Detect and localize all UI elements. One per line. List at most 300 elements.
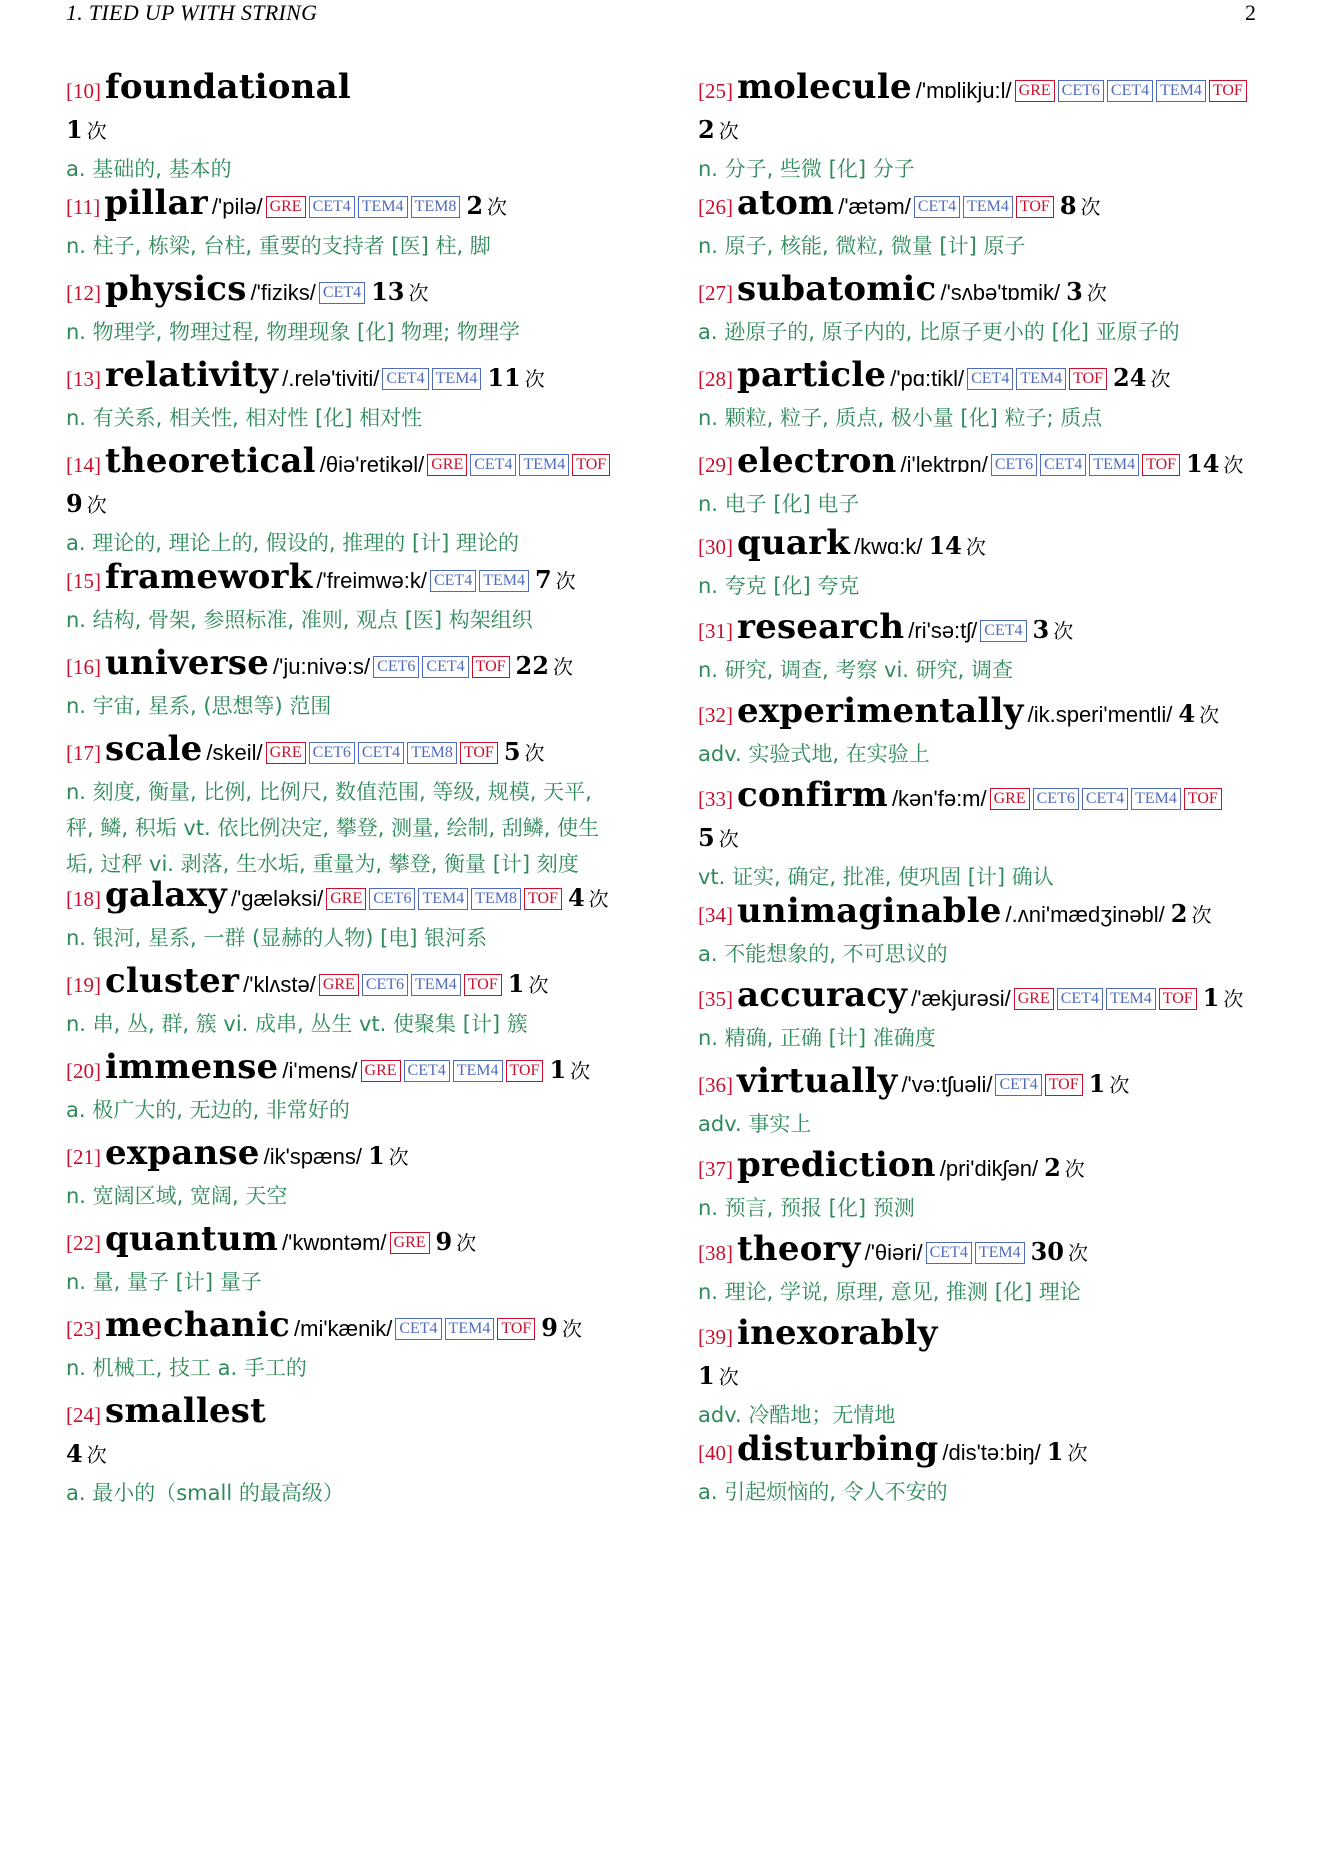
frequency-count: 5	[503, 737, 521, 766]
exam-tag: TEM4	[1016, 368, 1066, 390]
exam-tag: TEM8	[471, 888, 521, 910]
exam-tag: CET4	[319, 282, 365, 304]
frequency-count: 1	[1046, 1437, 1064, 1466]
headword: quantum	[105, 1219, 279, 1259]
entry-headline	[698, 1230, 1288, 1274]
definition: a. 理论的, 理论上的, 假设的, 推理的 [计] 理论的	[66, 531, 520, 555]
frequency	[367, 1141, 409, 1170]
entry-number: [22]	[66, 1231, 101, 1255]
exam-tag: GRE	[1014, 988, 1054, 1010]
entry-headline	[66, 876, 636, 920]
frequency-unit: 次	[1064, 1157, 1085, 1181]
frequency	[1030, 1237, 1089, 1266]
pronunciation: /'pilə/	[211, 194, 263, 219]
entry-headline	[698, 692, 1288, 736]
frequency-unit: 次	[718, 119, 739, 143]
glossary-entry	[698, 608, 1288, 688]
entry-number: [10]	[66, 79, 101, 103]
entry-headline	[66, 1220, 636, 1264]
glossary-entry	[66, 730, 636, 882]
exam-tag: TEM4	[445, 1318, 495, 1340]
exam-tag: TOF	[1142, 454, 1180, 476]
frequency-count: 14	[928, 531, 962, 560]
exam-tag: GRE	[319, 974, 359, 996]
frequency-count: 22	[515, 651, 549, 680]
headword: relativity	[105, 355, 279, 395]
entry-number: [18]	[66, 887, 101, 911]
pronunciation: /kən'fə:m/	[891, 786, 987, 811]
frequency-unit: 次	[524, 741, 545, 765]
definition: n. 理论, 学说, 原理, 意见, 推测 [化] 理论	[698, 1280, 1081, 1304]
definition: n. 电子 [化] 电子	[698, 492, 860, 516]
exam-tag: TEM4	[1089, 454, 1139, 476]
entry-number: [26]	[698, 195, 733, 219]
definition: a. 基础的, 基本的	[66, 157, 232, 181]
frequency-count: 1	[367, 1141, 385, 1170]
frequency	[1059, 191, 1101, 220]
exam-tag: CET6	[309, 742, 355, 764]
frequency	[1066, 277, 1107, 306]
exam-tag: TOF	[524, 888, 562, 910]
exam-tag: TEM4	[519, 454, 569, 476]
exam-tag: TOF	[460, 742, 498, 764]
frequency-count: 30	[1030, 1237, 1065, 1266]
frequency-count: 8	[1059, 191, 1077, 220]
headword: inexorably	[737, 1313, 938, 1353]
definition: n. 量, 量子 [计] 量子	[66, 1270, 262, 1294]
frequency-unit: 次	[552, 655, 573, 679]
glossary-entry	[698, 692, 1288, 772]
entry-number: [13]	[66, 367, 101, 391]
frequency	[1046, 1437, 1088, 1466]
exam-tag: TOF	[1016, 196, 1054, 218]
glossary-entry	[698, 1062, 1288, 1142]
entry-number: [37]	[698, 1157, 733, 1181]
exam-tag: TEM4	[411, 974, 461, 996]
frequency-count: 4	[1178, 699, 1196, 728]
definition: n. 物理学, 物理过程, 物理现象 [化] 物理; 物理学	[66, 320, 520, 344]
frequency-count: 1	[66, 115, 83, 144]
entry-number: [36]	[698, 1073, 733, 1097]
entry-number: [19]	[66, 973, 101, 997]
headword: accuracy	[737, 975, 908, 1015]
frequency	[1032, 615, 1074, 644]
frequency-line	[66, 1436, 636, 1475]
frequency-count: 2	[1170, 899, 1188, 928]
frequency-count: 13	[371, 277, 405, 306]
definition: n. 预言, 预报 [化] 预测	[698, 1196, 915, 1220]
headword: framework	[105, 557, 313, 597]
headword: theory	[737, 1229, 861, 1269]
headword: confirm	[737, 775, 888, 815]
frequency-unit: 次	[1199, 703, 1220, 727]
frequency-count: 7	[534, 565, 552, 594]
frequency-count: 1	[549, 1055, 567, 1084]
exam-tag: CET4	[395, 1318, 441, 1340]
definition: n. 研究, 调查, 考察 vi. 研究, 调查	[698, 658, 1013, 682]
entry-number: [21]	[66, 1145, 101, 1169]
exam-tag: CET4	[967, 368, 1013, 390]
pronunciation: /'fiziks/	[250, 280, 316, 305]
entry-number: [23]	[66, 1317, 101, 1341]
exam-tag: CET4	[980, 620, 1026, 642]
frequency-unit: 次	[86, 1443, 107, 1467]
entry-headline	[66, 1048, 636, 1092]
pronunciation: /'pɑ:tikl/	[890, 366, 965, 391]
definition: n. 宇宙, 星系, (思想等) 范围	[66, 694, 332, 718]
frequency	[698, 823, 739, 852]
glossary-entry	[66, 68, 636, 187]
definition: n. 柱子, 栋梁, 台柱, 重要的支持者 [医] 柱, 脚	[66, 234, 491, 258]
frequency-unit: 次	[718, 827, 739, 851]
frequency-unit: 次	[1053, 619, 1074, 643]
frequency	[66, 115, 107, 144]
frequency-unit: 次	[1067, 1441, 1088, 1465]
definition: vt. 证实, 确定, 批准, 使巩固 [计] 确认	[698, 865, 1054, 889]
headword: scale	[105, 729, 203, 769]
frequency	[435, 1227, 477, 1256]
pronunciation: /ri'sə:tʃ/	[908, 618, 978, 643]
pronunciation: /'klʌstə/	[243, 972, 316, 997]
pronunciation: /ik'spæns/	[263, 1144, 362, 1169]
entry-number: [27]	[698, 281, 733, 305]
pronunciation: /'ækjurəsi/	[911, 986, 1011, 1011]
frequency	[549, 1055, 591, 1084]
pronunciation: /'mɒlikju:l/	[915, 78, 1012, 103]
pronunciation: /'ætəm/	[838, 194, 911, 219]
glossary-entry	[66, 1048, 636, 1128]
definition: a. 极广大的, 无边的, 非常好的	[66, 1098, 350, 1122]
headword: atom	[737, 183, 835, 223]
frequency-count: 4	[66, 1439, 83, 1468]
exam-tag: TOF	[1045, 1074, 1083, 1096]
definition: n. 夸克 [化] 夸克	[698, 574, 860, 598]
headword: virtually	[737, 1061, 898, 1101]
frequency	[541, 1313, 582, 1342]
exam-tag: GRE	[361, 1060, 401, 1082]
entry-number: [32]	[698, 703, 733, 727]
entry-headline	[66, 1392, 636, 1436]
entry-headline	[66, 1306, 636, 1350]
pronunciation: /mi'kænik/	[294, 1316, 393, 1341]
pronunciation: /'freimwə:k/	[316, 568, 427, 593]
chapter-title: 1. TIED UP WITH STRING	[66, 0, 318, 25]
frequency	[515, 651, 573, 680]
exam-tag: CET4	[926, 1242, 972, 1264]
exam-tag: TOF	[506, 1060, 544, 1082]
headword: subatomic	[737, 269, 937, 309]
exam-tag: CET4	[430, 570, 476, 592]
frequency	[1044, 1153, 1085, 1182]
glossary-entry	[66, 356, 636, 436]
exam-tag: TEM4	[418, 888, 468, 910]
definition: n. 颗粒, 粒子, 质点, 极小量 [化] 粒子; 质点	[698, 406, 1103, 430]
entry-headline	[66, 442, 636, 486]
frequency-count: 9	[435, 1227, 453, 1256]
entry-number: [12]	[66, 281, 101, 305]
entry-headline	[698, 1430, 1288, 1474]
frequency-unit: 次	[588, 887, 609, 911]
frequency-count: 1	[1202, 983, 1220, 1012]
frequency-line	[698, 112, 1288, 151]
frequency	[1170, 899, 1212, 928]
entry-headline	[698, 608, 1288, 652]
pronunciation: /.relə'tiviti/	[282, 366, 380, 391]
entry-headline	[698, 442, 1288, 486]
exam-tag: GRE	[266, 742, 306, 764]
headword: universe	[105, 643, 270, 683]
headword: immense	[105, 1047, 279, 1087]
frequency	[698, 115, 739, 144]
exam-tag: TEM4	[975, 1242, 1025, 1264]
entry-number: [15]	[66, 569, 101, 593]
pronunciation: /'ju:nivə:s/	[273, 654, 371, 679]
exam-tag: TEM4	[453, 1060, 503, 1082]
exam-tag: TOF	[472, 656, 510, 678]
exam-tag: TOF	[1184, 788, 1222, 810]
headword: particle	[737, 355, 887, 395]
glossary-entry	[66, 876, 636, 956]
exam-tag: GRE	[390, 1232, 430, 1254]
exam-tag: GRE	[266, 196, 306, 218]
frequency-count: 9	[66, 489, 83, 518]
glossary-entry	[698, 776, 1288, 895]
exam-tag: CET4	[1082, 788, 1128, 810]
page-header	[66, 0, 1256, 30]
glossary-entry	[698, 1230, 1288, 1310]
entry-headline	[66, 68, 636, 112]
headword: unimaginable	[737, 891, 1002, 931]
headword: expanse	[105, 1133, 260, 1173]
frequency-unit: 次	[408, 281, 429, 305]
definition: n. 串, 丛, 群, 簇 vi. 成串, 丛生 vt. 使聚集 [计] 簇	[66, 1012, 528, 1036]
glossary-entry	[698, 1146, 1288, 1226]
entry-headline	[698, 1146, 1288, 1190]
definition: n. 有关系, 相关性, 相对性 [化] 相对性	[66, 406, 423, 430]
exam-tag: TOF	[497, 1318, 535, 1340]
headword: galaxy	[105, 875, 227, 915]
exam-tag: CET6	[373, 656, 419, 678]
entry-number: [30]	[698, 535, 733, 559]
frequency-unit: 次	[487, 195, 508, 219]
pronunciation: /'sʌbə'tɒmik/	[940, 280, 1061, 305]
frequency-unit: 次	[1223, 987, 1244, 1011]
frequency-count: 11	[487, 363, 521, 392]
frequency-unit: 次	[1068, 1241, 1089, 1265]
frequency	[1178, 699, 1220, 728]
glossary-entry	[66, 1392, 636, 1511]
frequency-unit: 次	[555, 569, 576, 593]
entry-number: [35]	[698, 987, 733, 1011]
exam-tag: TEM8	[411, 196, 461, 218]
headword: mechanic	[105, 1305, 290, 1345]
glossary-entry	[66, 962, 636, 1042]
frequency-unit: 次	[1191, 903, 1212, 927]
glossary-entry	[698, 184, 1288, 264]
entry-number: [34]	[698, 903, 733, 927]
exam-tag: TEM4	[432, 368, 482, 390]
pronunciation: /'gæləksi/	[230, 886, 324, 911]
definition: 秤, 鳞, 积垢 vt. 依比例决定, 攀登, 测量, 绘制, 刮鳞, 使生	[66, 816, 600, 840]
exam-tag: TEM4	[1131, 788, 1181, 810]
exam-tag: TEM4	[1156, 80, 1206, 102]
entry-headline	[698, 270, 1288, 314]
entry-number: [24]	[66, 1403, 101, 1427]
exam-tag: GRE	[427, 454, 467, 476]
frequency-count: 1	[1088, 1069, 1106, 1098]
pronunciation: /'θiəri/	[864, 1240, 923, 1265]
frequency	[507, 969, 549, 998]
headword: disturbing	[737, 1429, 939, 1469]
definition: n. 机械工, 技工 a. 手工的	[66, 1356, 307, 1380]
frequency-unit: 次	[1086, 281, 1107, 305]
exam-tag: CET4	[358, 742, 404, 764]
glossary-entry	[66, 1220, 636, 1300]
frequency-line	[66, 486, 636, 525]
entry-number: [20]	[66, 1059, 101, 1083]
entry-number: [17]	[66, 741, 101, 765]
frequency-unit: 次	[86, 493, 107, 517]
exam-tag: CET4	[1107, 80, 1153, 102]
pronunciation: /'kwɒntəm/	[282, 1230, 387, 1255]
frequency-unit: 次	[524, 367, 545, 391]
headword: foundational	[105, 67, 351, 107]
frequency-unit: 次	[528, 973, 549, 997]
exam-tag: CET6	[1033, 788, 1079, 810]
entry-headline	[66, 962, 636, 1006]
glossary-entry	[66, 442, 636, 561]
exam-tag: CET4	[309, 196, 355, 218]
entry-headline	[66, 270, 636, 314]
headword: cluster	[105, 961, 240, 1001]
definition: a. 逊原子的, 原子内的, 比原子更小的 [化] 亚原子的	[698, 320, 1180, 344]
pronunciation: /.ʌni'mædʒinəbl/	[1005, 902, 1165, 927]
frequency	[1202, 983, 1244, 1012]
glossary-entry	[698, 1314, 1288, 1433]
pronunciation: /skeil/	[206, 740, 263, 765]
definition: n. 刻度, 衡量, 比例, 比例尺, 数值范围, 等级, 规模, 天平,	[66, 780, 592, 804]
definition: 垢, 过秤 vi. 剥落, 生水垢, 重量为, 攀登, 衡量 [计] 刻度	[66, 852, 579, 876]
frequency-line	[698, 820, 1288, 859]
frequency-count: 14	[1186, 449, 1220, 478]
definition: a. 引起烦恼的, 令人不安的	[698, 1480, 948, 1504]
exam-tag: TEM4	[358, 196, 408, 218]
exam-tag: CET4	[382, 368, 428, 390]
exam-tag: TOF	[464, 974, 502, 996]
frequency-unit: 次	[561, 1317, 582, 1341]
entry-headline	[66, 644, 636, 688]
frequency-unit: 次	[86, 119, 107, 143]
pronunciation: /pri'dikʃən/	[939, 1156, 1039, 1181]
frequency	[503, 737, 545, 766]
frequency-unit: 次	[1150, 367, 1171, 391]
exam-tag: CET4	[404, 1060, 450, 1082]
glossary-entry	[698, 270, 1288, 350]
frequency-count: 24	[1113, 363, 1147, 392]
glossary-entry	[66, 1134, 636, 1214]
frequency	[66, 489, 107, 518]
definition: n. 宽阔区域, 宽阔, 天空	[66, 1184, 288, 1208]
pronunciation: /i'lektrɒn/	[900, 452, 988, 477]
entry-headline	[698, 1062, 1288, 1106]
frequency-unit: 次	[1223, 453, 1244, 477]
headword: prediction	[737, 1145, 936, 1185]
definition: a. 不能想象的, 不可思议的	[698, 942, 948, 966]
definition: n. 原子, 核能, 微粒, 微量 [计] 原子	[698, 234, 1026, 258]
headword: electron	[737, 441, 897, 481]
glossary-entry	[66, 644, 636, 724]
frequency-unit: 次	[456, 1231, 477, 1255]
entry-number: [25]	[698, 79, 733, 103]
entry-number: [11]	[66, 195, 101, 219]
frequency	[371, 277, 429, 306]
exam-tag: CET6	[369, 888, 415, 910]
glossary-entry	[698, 976, 1288, 1056]
pronunciation: /i'mens/	[282, 1058, 358, 1083]
glossary-entry	[698, 892, 1288, 972]
frequency-line	[66, 112, 636, 151]
definition: adv. 事实上	[698, 1112, 812, 1136]
entry-number: [28]	[698, 367, 733, 391]
exam-tag: GRE	[1015, 80, 1055, 102]
exam-tag: CET4	[422, 656, 468, 678]
entry-number: [14]	[66, 453, 101, 477]
headword: quark	[737, 523, 850, 563]
frequency-count: 2	[1044, 1153, 1061, 1182]
entry-headline	[698, 976, 1288, 1020]
pronunciation: /'və:tʃuəli/	[901, 1072, 993, 1097]
glossary-entry	[66, 184, 636, 264]
entry-number: [40]	[698, 1441, 733, 1465]
exam-tag: TEM4	[963, 196, 1013, 218]
exam-tag: TOF	[1159, 988, 1197, 1010]
frequency	[698, 1361, 739, 1390]
exam-tag: GRE	[990, 788, 1030, 810]
entry-headline	[66, 558, 636, 602]
frequency-count: 3	[1066, 277, 1083, 306]
frequency	[1186, 449, 1244, 478]
definition: n. 结构, 骨架, 参照标准, 准则, 观点 [医] 构架组织	[66, 608, 533, 632]
exam-tag: CET4	[914, 196, 960, 218]
glossary-entry	[66, 558, 636, 638]
entry-headline	[698, 892, 1288, 936]
entry-headline	[66, 184, 636, 228]
entry-number: [16]	[66, 655, 101, 679]
frequency-count: 1	[698, 1361, 715, 1390]
definition: n. 精确, 正确 [计] 准确度	[698, 1026, 936, 1050]
frequency-unit: 次	[388, 1145, 409, 1169]
entry-headline	[698, 68, 1288, 112]
exam-tag: CET4	[1057, 988, 1103, 1010]
frequency	[487, 363, 545, 392]
frequency-count: 1	[507, 969, 525, 998]
entry-headline	[66, 1134, 636, 1178]
headword: experimentally	[737, 691, 1024, 731]
exam-tag: CET6	[362, 974, 408, 996]
exam-tag: TEM8	[407, 742, 457, 764]
frequency	[1088, 1069, 1130, 1098]
frequency	[567, 883, 609, 912]
definition: n. 分子, 些微 [化] 分子	[698, 157, 915, 181]
exam-tag: TOF	[1209, 80, 1247, 102]
exam-tag: CET6	[1058, 80, 1104, 102]
frequency	[928, 531, 986, 560]
frequency-line	[698, 1358, 1288, 1397]
definition: adv. 冷酷地；无情地	[698, 1403, 896, 1427]
headword: pillar	[104, 183, 208, 223]
entry-headline	[698, 524, 1288, 568]
pronunciation: /ik.speri'mentli/	[1027, 702, 1173, 727]
